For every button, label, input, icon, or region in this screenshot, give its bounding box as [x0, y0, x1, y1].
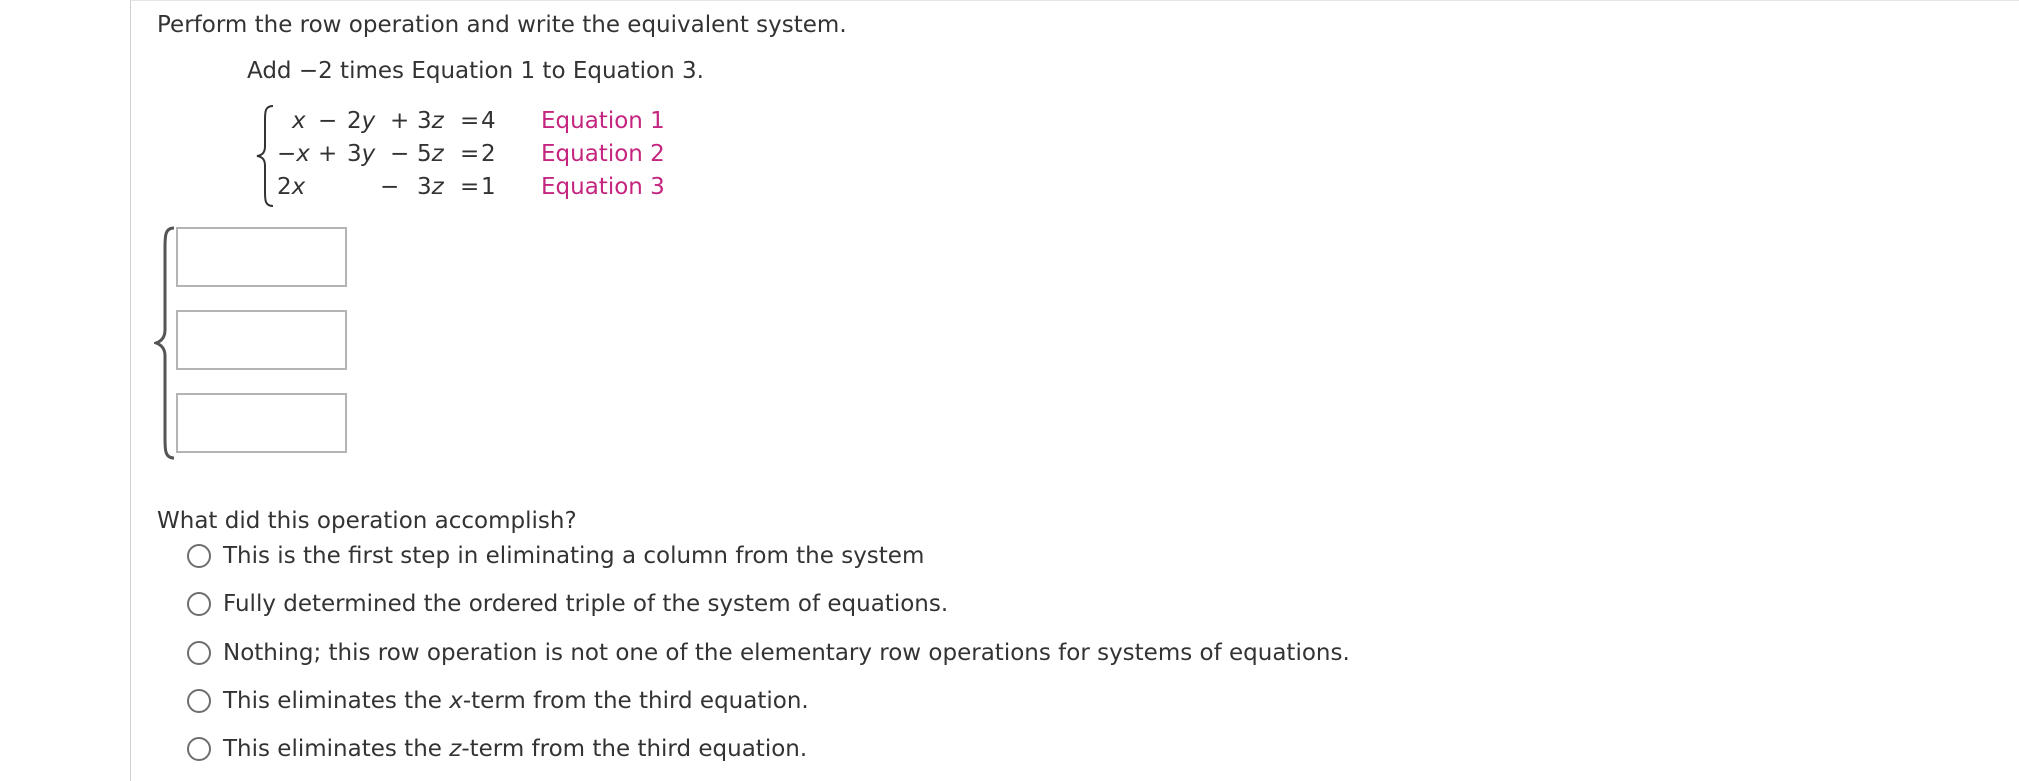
equation-2-label: Equation 2 — [541, 141, 665, 167]
eq3-op-2: − — [380, 174, 400, 200]
system-left-brace — [255, 104, 275, 208]
eq2-equals: = — [460, 141, 480, 167]
eq3-term-x: 2x — [277, 174, 306, 200]
option-label-pre: This eliminates the — [223, 736, 450, 762]
radio-button[interactable] — [187, 641, 211, 665]
equation-3-label: Equation 3 — [541, 174, 665, 200]
eq2-rhs: 2 — [481, 141, 496, 167]
radio-button[interactable] — [187, 689, 211, 713]
eq1-op-1: − — [318, 108, 338, 134]
question-text: What did this operation accomplish? — [157, 508, 577, 534]
eq1-term-x: x — [292, 108, 306, 134]
answer-equation-3-input[interactable] — [176, 393, 347, 453]
equation-1-label: Equation 1 — [541, 108, 665, 134]
radio-button[interactable] — [187, 544, 211, 568]
option-label: Fully determined the ordered triple of the system of equations. — [223, 591, 949, 617]
eq2-op-2: − — [390, 141, 410, 167]
option-label-post: -term from the third equation. — [462, 688, 809, 714]
eq2-term-z: 5z — [417, 141, 444, 167]
option-label-post: -term from the third equation. — [461, 736, 808, 762]
option-label-pre: This eliminates the — [223, 688, 450, 714]
option-label: Nothing; this row operation is not one of the elementary row operations for systems of equations. — [223, 640, 1350, 666]
equation-system — [277, 108, 677, 208]
eq1-op-2: + — [390, 108, 410, 134]
option-eliminates-x-term[interactable] — [187, 685, 809, 717]
eq3-equals: = — [460, 174, 480, 200]
eq1-term-z: 3z — [417, 108, 444, 134]
row-operation-instruction: Add −2 times Equation 1 to Equation 3. — [247, 58, 704, 84]
eq2-op-1: + — [318, 141, 338, 167]
option-label: This is the first step in eliminating a column from the system — [223, 543, 925, 569]
option-nothing-not-elementary[interactable] — [187, 637, 1350, 669]
eq3-rhs: 1 — [481, 174, 496, 200]
answer-left-brace — [154, 226, 176, 460]
option-label — [223, 736, 807, 762]
option-fully-determined-triple[interactable] — [187, 588, 948, 620]
answer-equation-2-input[interactable] — [176, 310, 347, 370]
eq2-term-y: 3y — [347, 141, 376, 167]
eq1-rhs: 4 — [481, 108, 496, 134]
radio-button[interactable] — [187, 737, 211, 761]
option-label-var: z — [449, 736, 462, 762]
option-first-step-eliminating-column[interactable] — [187, 540, 924, 572]
answer-equation-1-input[interactable] — [176, 227, 347, 287]
option-label-var: x — [449, 688, 463, 714]
eq1-equals: = — [460, 108, 480, 134]
radio-button[interactable] — [187, 592, 211, 616]
eq2-term-x: −x — [277, 141, 310, 167]
option-eliminates-z-term[interactable] — [187, 733, 807, 765]
eq3-term-z: 3z — [417, 174, 444, 200]
option-label — [223, 688, 809, 714]
problem-prompt: Perform the row operation and write the equivalent system. — [157, 12, 847, 38]
eq1-term-y: 2y — [347, 108, 376, 134]
